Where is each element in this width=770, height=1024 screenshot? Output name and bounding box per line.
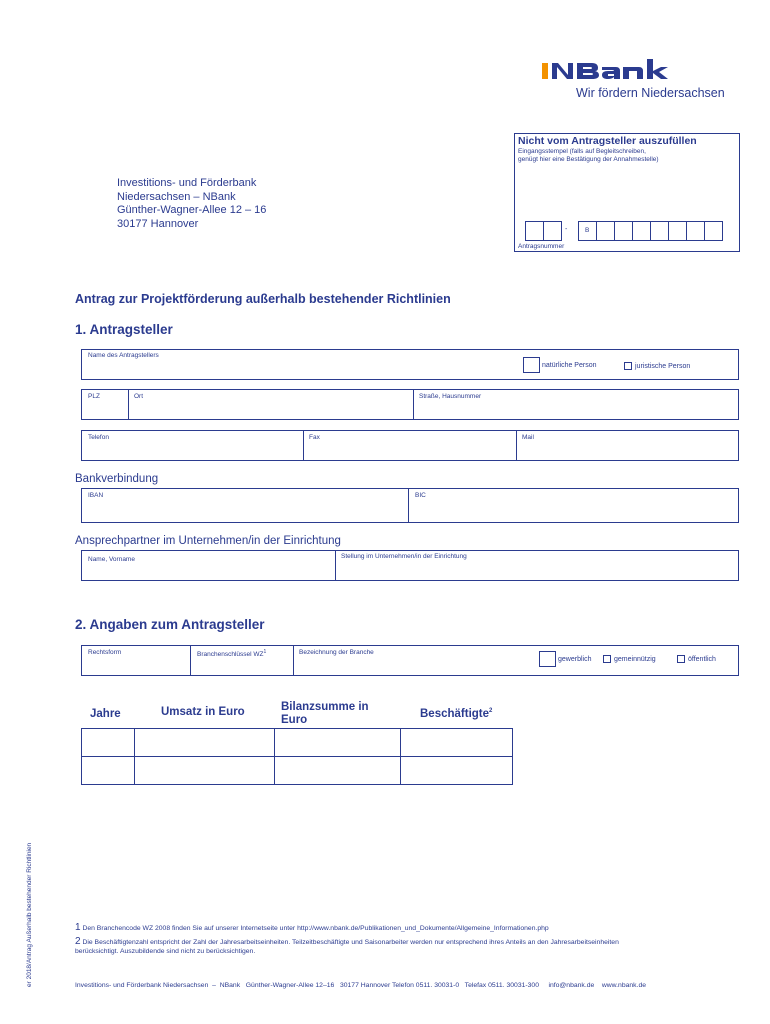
- footnote-1: [75, 922, 549, 933]
- natural-person-label: natürliche Person: [542, 361, 597, 369]
- balance-cell-1[interactable]: [274, 729, 401, 757]
- app-number-cell-2[interactable]: [543, 221, 562, 241]
- name-vorname-field[interactable]: [82, 551, 335, 580]
- table-row: [82, 757, 513, 785]
- position-label: Stellung im Unternehmen/in der Einrichtung: [341, 553, 467, 560]
- plz-label: PLZ: [88, 393, 100, 400]
- mail-field[interactable]: [517, 431, 738, 460]
- app-number-cell-7[interactable]: [650, 221, 669, 241]
- non-profit-label: gemeinnützig: [614, 655, 656, 663]
- footnote-1-number: 1: [75, 922, 81, 933]
- app-number-letter: B: [585, 227, 590, 234]
- contact-row: [81, 430, 739, 461]
- app-number-cell-1[interactable]: [525, 221, 544, 241]
- office-use-title: Nicht vom Antragsteller auszufüllen: [518, 135, 697, 147]
- fax-field[interactable]: [304, 431, 516, 460]
- commercial-label: gewerblich: [558, 655, 592, 663]
- iban-field[interactable]: [82, 489, 408, 522]
- natural-person-option[interactable]: [523, 357, 596, 373]
- ort-label: Ort: [134, 393, 144, 400]
- nbank-logo-icon: [540, 55, 740, 83]
- footnote-2-number: 2: [75, 936, 81, 947]
- app-number-caption: Antragsnummer: [518, 243, 565, 250]
- nbank-logo: [540, 55, 740, 105]
- address-line-4: 30177 Hannover: [117, 217, 199, 230]
- footnote-2-text-line1: Die Beschäftigtenzahl entspricht der Zahl der Jahresarbeitseinheiten. Teilzeitbeschäftigte und Saisonarbeiter werden nur entsprechend ihres Anteils an den Jahresarbeitseinheiten: [82, 939, 619, 946]
- legal-person-option[interactable]: [624, 362, 690, 370]
- name-vorname-label: Name, Vorname: [88, 556, 135, 563]
- legal-form-row: [81, 645, 739, 676]
- col-header-balance-line2: Euro: [281, 714, 308, 726]
- public-checkbox[interactable]: [677, 655, 685, 663]
- legal-form-field[interactable]: [82, 646, 190, 675]
- street-field[interactable]: [414, 390, 738, 419]
- logo-tagline: Wir fördern Niedersachsen: [576, 86, 725, 100]
- app-number-cell-9[interactable]: [686, 221, 705, 241]
- position-field[interactable]: [336, 551, 738, 580]
- footnote-2: [75, 937, 619, 956]
- section-1-title: 1. Antragsteller: [75, 322, 173, 337]
- telefon-field[interactable]: [82, 431, 303, 460]
- page-footer: Investitions- und Förderbank Niedersachsen – NBank Günther-Wagner-Allee 12–16 30177 Hannover Telefon 0511. 30031-0 Telefax 0511. 30031-300 info@nbank.de www.nbank.de: [75, 982, 647, 989]
- years-cell-1[interactable]: [82, 729, 135, 757]
- legal-form-label: Rechtsform: [88, 649, 122, 656]
- col-header-balance-line1: Bilanzsumme in: [281, 701, 369, 713]
- page-title: Antrag zur Projektförderung außerhalb bestehender Richtlinien: [75, 292, 451, 306]
- app-number-cell-4[interactable]: [596, 221, 615, 241]
- contact-person-heading: Ansprechpartner im Unternehmen/in der Einrichtung: [75, 535, 341, 547]
- non-profit-checkbox[interactable]: [603, 655, 611, 663]
- col-header-revenue: Umsatz in Euro: [161, 706, 245, 718]
- applicant-name-field[interactable]: [81, 349, 739, 380]
- public-label: öffentlich: [688, 655, 716, 663]
- non-profit-option[interactable]: [603, 655, 656, 663]
- stamp-hint-line1: Eingangsstempel (falls auf Begleitschreiben,: [518, 148, 646, 155]
- footnote-1-text: Den Branchencode WZ 2008 finden Sie auf unserer Internetseite unter http://www.nbank.de/Publikationen_und_Dokumente/Allgemeine_Informationen.php: [82, 925, 549, 932]
- col-header-employees: [420, 708, 492, 720]
- commercial-option[interactable]: [539, 651, 591, 667]
- revenue-cell-1[interactable]: [134, 729, 274, 757]
- public-option[interactable]: [677, 655, 716, 663]
- street-label: Straße, Hausnummer: [419, 393, 482, 400]
- side-document-code: er 2018/Antrag Außerhalb bestehender Richtlinien: [26, 842, 33, 987]
- application-number-cells: [525, 221, 725, 241]
- app-number-cell-10[interactable]: [704, 221, 723, 241]
- footnote-2-text-line2: berücksichtigt. Auszubildende sind nicht zu berücksichtigen.: [75, 948, 256, 955]
- bic-label: BIC: [415, 492, 426, 499]
- plz-field[interactable]: [82, 390, 128, 419]
- employees-cell-1[interactable]: [401, 729, 513, 757]
- bank-heading: Bankverbindung: [75, 473, 159, 485]
- bank-row: [81, 488, 739, 523]
- section-2-title: 2. Angaben zum Antragsteller: [75, 617, 265, 632]
- legal-person-checkbox[interactable]: [624, 362, 632, 370]
- figures-table: [81, 728, 513, 785]
- app-number-cell-3: [578, 221, 597, 241]
- contact-person-row: [81, 550, 739, 581]
- mail-label: Mail: [522, 434, 534, 441]
- recipient-address: [117, 177, 266, 231]
- address-row: [81, 389, 739, 420]
- employees-cell-2[interactable]: [401, 757, 513, 785]
- fax-label: Fax: [309, 434, 320, 441]
- industry-key-field[interactable]: [191, 646, 293, 675]
- applicant-name-label: Name des Antragstellers: [88, 352, 159, 359]
- industry-name-label: Bezeichnung der Branche: [299, 649, 374, 656]
- ort-field[interactable]: [129, 390, 413, 419]
- table-row: [82, 729, 513, 757]
- app-number-cell-8[interactable]: [668, 221, 687, 241]
- address-line-3: Günther-Wagner-Allee 12 – 16: [117, 204, 267, 216]
- iban-label: IBAN: [88, 492, 104, 499]
- natural-person-checkbox[interactable]: [523, 357, 540, 373]
- address-line-1: Investitions- und Förderbank: [117, 177, 257, 189]
- app-number-cell-6[interactable]: [632, 221, 651, 241]
- years-cell-2[interactable]: [82, 757, 135, 785]
- col-header-years: Jahre: [90, 708, 121, 720]
- address-line-2: Niedersachsen – NBank: [117, 190, 236, 203]
- commercial-checkbox[interactable]: [539, 651, 556, 667]
- bic-field[interactable]: [409, 489, 738, 522]
- industry-key-footnote-ref: 1: [263, 649, 267, 655]
- office-use-box: [514, 133, 740, 252]
- app-number-cell-5[interactable]: [614, 221, 633, 241]
- col-header-balance: [281, 701, 369, 727]
- industry-key-text: Branchenschlüssel WZ: [197, 651, 264, 659]
- revenue-cell-2[interactable]: [134, 757, 274, 785]
- app-number-dash: -: [565, 226, 568, 233]
- employees-footnote-ref: 2: [489, 708, 493, 715]
- telefon-label: Telefon: [88, 434, 109, 441]
- legal-person-label: juristische Person: [635, 362, 691, 370]
- col-header-employees-text: Beschäftigte: [420, 708, 490, 720]
- stamp-hint-line2: genügt hier eine Bestätigung der Annahmestelle): [518, 156, 659, 163]
- balance-cell-2[interactable]: [274, 757, 401, 785]
